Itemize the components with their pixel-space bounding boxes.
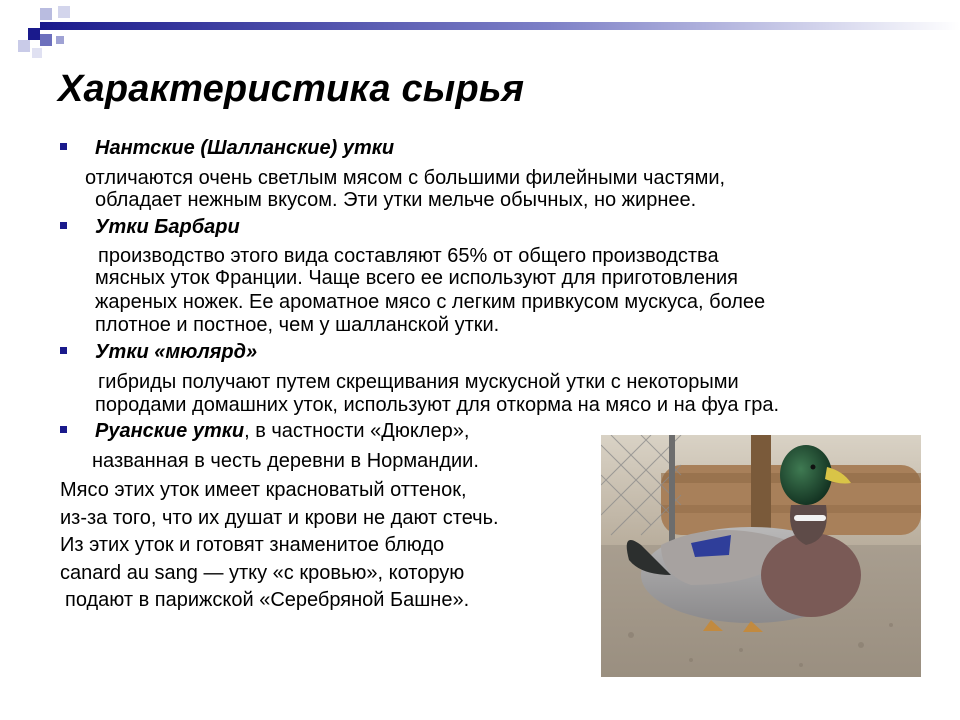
section-text-line: названная в честь деревни в Нормандии.	[92, 450, 479, 472]
duck-photo-icon	[601, 435, 921, 677]
section-text-line: гибриды получают путем скрещивания мускусной утки с некоторыми	[98, 371, 739, 393]
bullet-square-icon	[60, 222, 67, 229]
section-text-line: производство этого вида составляют 65% от общего производства	[98, 245, 719, 267]
section-text-line: отличаются очень светлым мясом с большими филейными частями,	[85, 167, 726, 189]
section-text-line: плотное и постное, чем у шалланской утки.	[95, 314, 500, 336]
duck-photo	[601, 435, 921, 677]
section-text-line: Мясо этих уток имеет красноватый оттенок,	[60, 479, 467, 501]
section-text-line: подают в парижской «Серебряной Башне».	[65, 589, 470, 611]
section-heading-mulard: Утки «мюлярд»	[95, 341, 258, 363]
section-text-line: из-за того, что их душат и крови не дают стечь.	[60, 507, 499, 529]
section-heading-rouen	[95, 420, 469, 443]
section-text-line: жареных ножек. Ее ароматное мясо с легким привкусом мускуса, более	[95, 291, 766, 313]
section-heading-rouen-bold: Руанские утки	[95, 420, 245, 442]
bullet-square-icon	[60, 426, 67, 433]
section-text-line: обладает нежным вкусом. Эти утки мельче обычных, но жирнее.	[95, 189, 697, 211]
bullet-square-icon	[60, 143, 67, 150]
section-text-line: Из этих уток и готовят знаменитое блюдо	[60, 534, 445, 556]
slide-title: Характеристика сырья	[58, 68, 525, 110]
section-heading-barbary: Утки Барбари	[95, 216, 240, 238]
section-heading-rouen-suffix: , в частности «Дюклер»,	[244, 420, 470, 442]
bullet-square-icon	[60, 347, 67, 354]
header-decoration	[0, 0, 960, 60]
section-text-line: canard au sang — утку «с кровью», которую	[60, 562, 465, 584]
section-text-line: породами домашних уток, используют для откорма на мясо и на фуа гра.	[95, 394, 780, 416]
section-text-line: мясных уток Франции. Чаще всего ее используют для приготовления	[95, 267, 739, 289]
section-heading-nantes: Нантские (Шалланские) утки	[95, 137, 395, 159]
